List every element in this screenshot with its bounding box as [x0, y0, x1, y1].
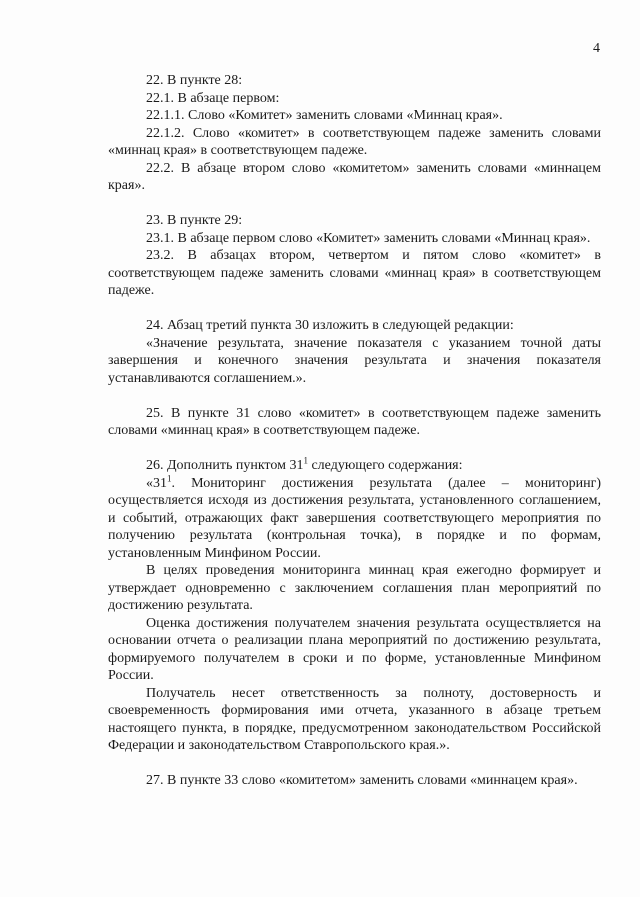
page-number: 4 — [593, 41, 600, 56]
paragraph-24: 24. Абзац третий пункта 30 изложить в следующей редакции: — [146, 318, 514, 333]
paragraph-22-1: 22.1. В абзаце первом: — [146, 90, 280, 106]
paragraph-23-2: 23.2. В абзацах втором, четвертом и пятом слово «комитет» в соответствующем падеже заменить словами «миннац края» в соответствующем падеже. — [108, 248, 601, 298]
paragraph-27: 27. В пункте 33 слово «комитетом» заменить словами «миннацем края». — [146, 773, 578, 788]
paragraph-24-quote: «Значение результата, значение показателя с указанием точной даты завершения и конечного значения результата и значения показателя устанавливаются соглашением.». — [108, 335, 601, 386]
paragraph-26-monitoring-text: . Мониторинг достижения результата (далее – мониторинг) осуществляется исходя из достижения результата, установленного соглашением, и событий, отражающих факт завершения соответствующего мероприятия по получению результата (контрольная точка), в порядке и по формам, установленным Минфином России. — [108, 475, 601, 561]
paragraph-22-2: 22.2. В абзаце втором слово «комитетом» заменить словами «миннацем края». — [108, 160, 601, 193]
paragraph-26-assessment: Оценка достижения получателем значения результата осуществляется на основании отчета о реализации плана мероприятий по достижению результата, формируемого получателем в сроки и по форме, установленные Минфином России. — [108, 615, 601, 683]
superscript: 1 — [303, 455, 308, 466]
item-label: «31 — [146, 475, 167, 491]
paragraph-26 — [108, 457, 601, 475]
paragraph-26-text-end: следующего содержания: — [307, 458, 463, 473]
blank-line — [108, 440, 601, 458]
paragraph-23-1: 23.1. В абзаце первом слово «Комитет» заменить словами «Миннац края». — [146, 230, 591, 246]
paragraph-26-responsibility: Получатель несет ответственность за полноту, достоверность и своевременность формирования ими отчета, указанного в абзаце третьем настоящего пункта, в порядке, предусмотренном законодательством Российской Федерации и законодательством Ставропольского края.». — [108, 685, 601, 753]
blank-line — [108, 300, 601, 318]
paragraph-22-1-1: 22.1.1. Слово «Комитет» заменить словами «Миннац края». — [146, 108, 503, 123]
blank-line — [108, 387, 601, 405]
superscript: 1 — [167, 472, 172, 483]
document-body — [108, 72, 601, 790]
paragraph-26-text: 26. Дополнить пунктом 31 — [146, 458, 304, 473]
paragraph-22: 22. В пункте 28: — [146, 73, 243, 88]
paragraph-23: 23. В пункте 29: — [146, 213, 243, 228]
paragraph-25: 25. В пункте 31 слово «комитет» в соответствующем падеже заменить словами «миннац края» в соответствующем падеже. — [108, 405, 601, 438]
blank-line — [108, 195, 601, 213]
paragraph-26-monitoring — [108, 472, 601, 563]
blank-line — [108, 755, 601, 773]
paragraph-26-plan: В целях проведения мониторинга миннац края ежегодно формирует и утверждает одновременно с заключением соглашения план мероприятий по достижению результата. — [108, 563, 601, 613]
paragraph-22-1-2: 22.1.2. Слово «комитет» в соответствующем падеже заменить словами «миннац края» в соответствующем падеже. — [108, 125, 601, 158]
